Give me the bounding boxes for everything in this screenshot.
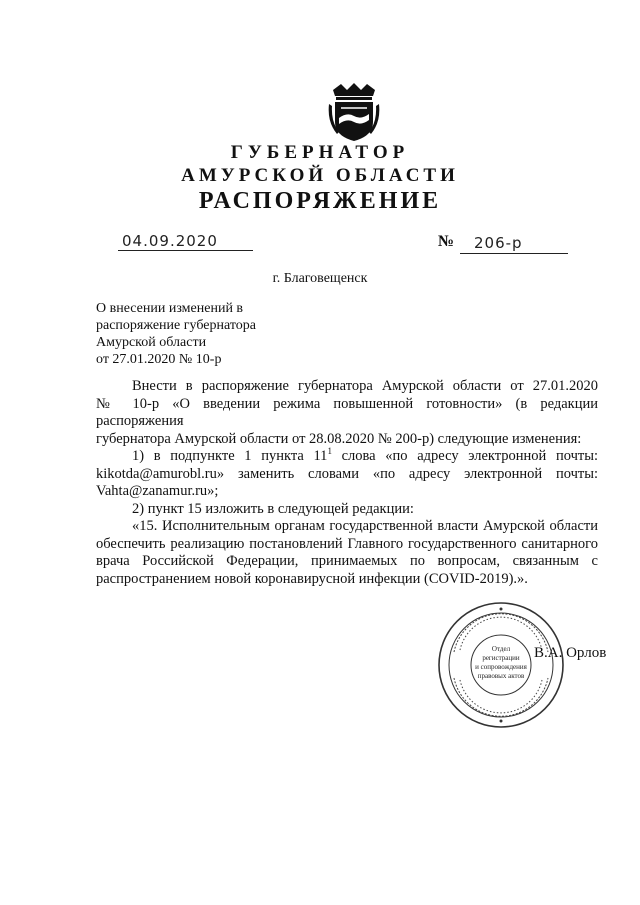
signer-name: В.А. Орлов [534, 645, 607, 661]
stamp-text: и сопровождения [475, 663, 527, 671]
body-line: обеспечить реализацию постановлений Главного государственного санитарного [96, 535, 598, 552]
number-underline [460, 253, 568, 254]
header-doc-type: РАСПОРЯЖЕНИЕ [198, 188, 442, 214]
stamp-text: регистрации [482, 654, 520, 662]
document-date: 04.09.2020 [122, 232, 218, 250]
city: г. Благовещенск [272, 271, 368, 286]
body-line: Vahta@zanamur.ru»; [96, 483, 219, 499]
body-line [96, 448, 598, 466]
subject-line: от 27.01.2020 № 10-р [96, 352, 222, 367]
body-line: Внести в распоряжение губернатора Амурской области от 27.01.2020 [132, 378, 598, 394]
body-line: губернатора Амурской области от 28.08.2020 № 200-р) следующие изменения: [96, 430, 582, 447]
document-number: 206-р [474, 234, 523, 252]
header-governor: ГУБЕРНАТОР [230, 142, 410, 163]
body-line: № 10-р «О введении режима повышенной готовности» (в редакции распоряжения [96, 395, 598, 429]
subject-line: О внесении изменений в [96, 301, 244, 316]
stamp-text: правовых актов [477, 672, 525, 680]
subject-block [96, 300, 356, 368]
body-text: слова «по адресу электронной почты: [331, 448, 598, 464]
header-region: АМУРСКОЙ ОБЛАСТИ [181, 165, 459, 186]
body-line: 2) пункт 15 изложить в следующей редакции: [132, 500, 414, 517]
document-body [96, 378, 598, 588]
body-line: kikotda@amurobl.ru» заменить словами «по адресу электронной почты: [96, 465, 598, 482]
body-line: врача Российской Федерации, принимаемых по вопросам, связанным с [96, 553, 598, 569]
body-text: 1) в подпункте 1 пункта 11 [132, 448, 328, 464]
subject-line: Амурской области [96, 335, 207, 350]
body-line: «15. Исполнительным органам государственной власти Амурской области [132, 518, 598, 534]
superscript: 1 [327, 446, 332, 457]
official-stamp [436, 600, 566, 730]
stamp-text: Отдел [491, 645, 511, 653]
subject-line: распоряжение губернатора [96, 318, 256, 333]
coat-of-arms-icon [327, 82, 381, 142]
number-label: № [438, 233, 455, 250]
date-underline [118, 250, 253, 251]
body-line: распространением новой коронавирусной инфекции (COVID-2019).». [96, 570, 528, 587]
